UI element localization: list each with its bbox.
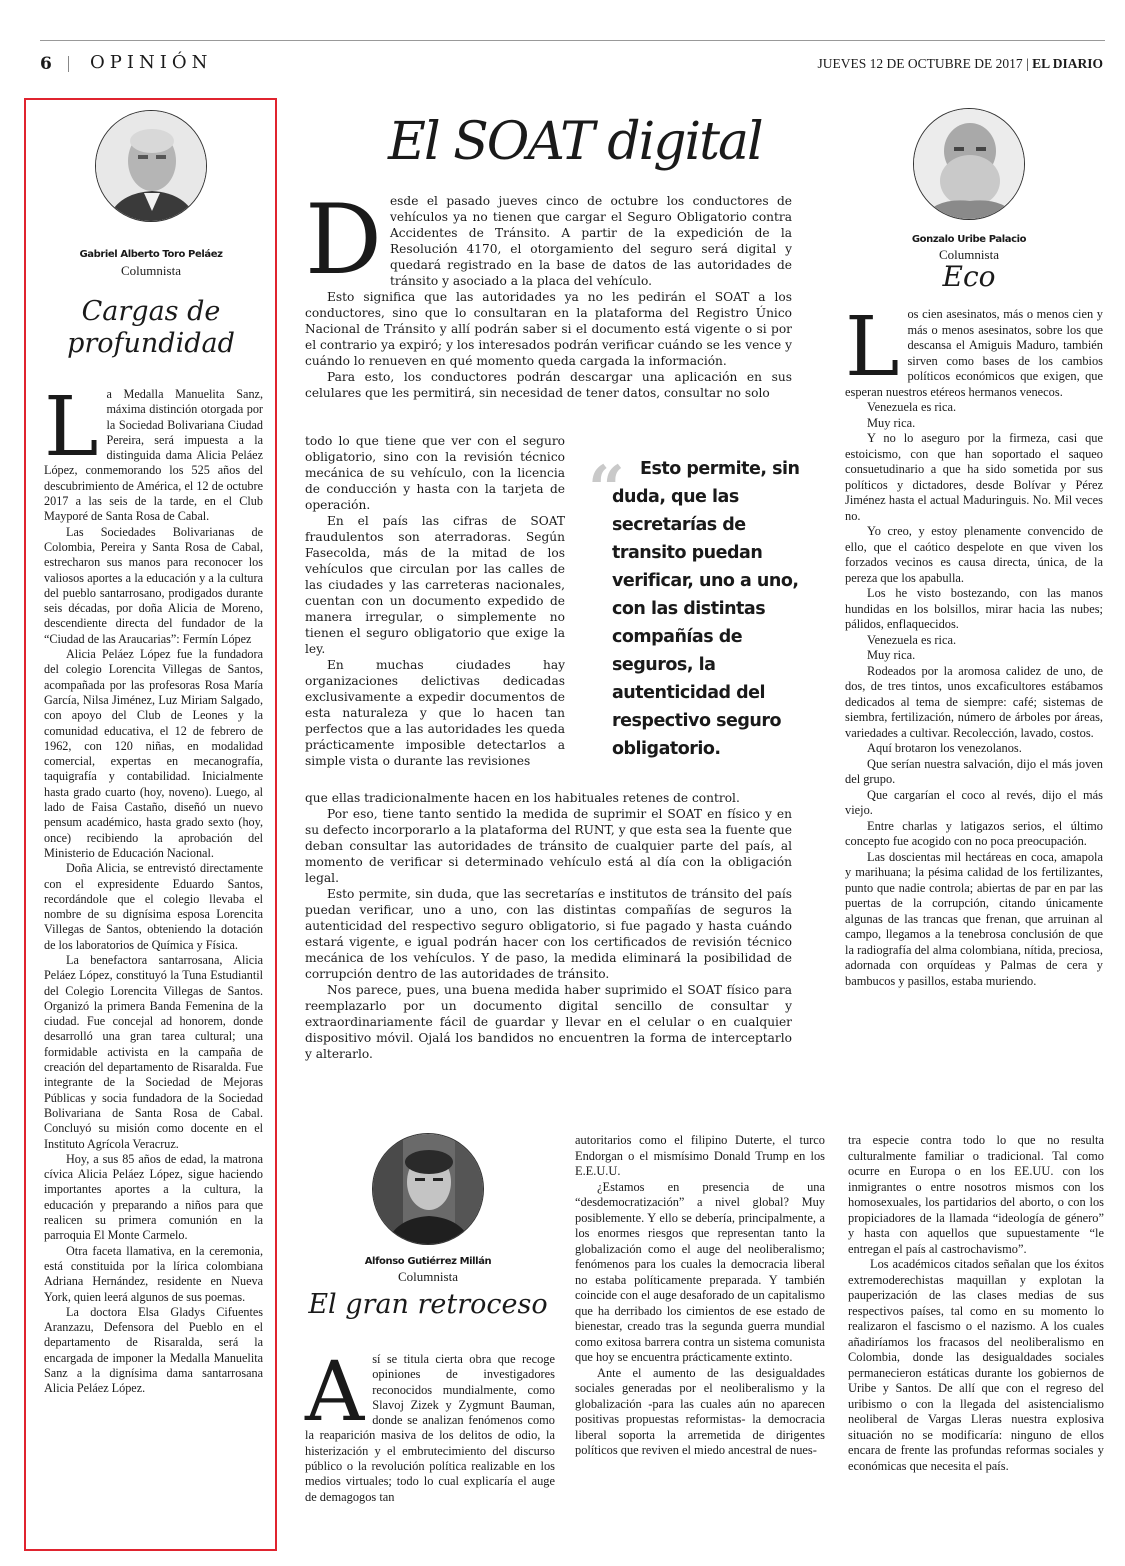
- quote-mark-icon: “: [588, 452, 625, 527]
- column-title: Eco: [942, 260, 996, 293]
- paragraph: En el país las cifras de SOAT fraudulentos son aterradoras. Según Fasecolda, más de la mitad de los vehículos que circulan por las calles de las ciudades y las carreteras nacionales, cuentan con un documento expedido de manera irregular, o simplemente no tienen el seguro obligatorio que exige la ley.: [305, 514, 565, 656]
- dropcap-letter: L: [44, 380, 99, 475]
- bottom-col-1: [305, 1345, 555, 1505]
- paragraph: Los he visto bostezando, con las manos hundidas en los bolsillos, mirar hacia las nubes; pálidos, enflaquecidos.: [845, 586, 1103, 631]
- paragraph: Alicia Peláez López fue la fundadora del colegio Lorencita Villegas de Santos, acompañada por las profesoras Rosa María García, Nilsa Jiménez, Luz Miriam Salgado, con apoyo del Club de Leones y la comunidad educativa, el 12 de febrero de 1962, con 120 niñas, en modalidad comercial, expertas en mecanografía, taquigrafía y contabilidad. Inicialmente hasta grado cuarto (hoy, noveno). Luego, al lado de Faisa Castaño, diseñó un nuevo pensum académico, hasta grado sexto (hoy, once) recibiendo la aprobación del Ministerio de Educación Nacional.: [44, 647, 263, 860]
- editorial-body-top: [305, 184, 792, 401]
- paragraph: Por eso, tiene tanto sentido la medida de suprimir el SOAT en físico y en su defecto incorporarlo a la plataforma del RUNT, y que esta sea la fuente que deban consultar las autoridades de tránsito de cualquier parte del país, al momento de verificar si determinado vehículo está al día con la obligación legal.: [305, 807, 792, 885]
- column-body: [44, 380, 263, 1397]
- header-separator: [68, 56, 69, 72]
- header-rule: [40, 40, 1105, 41]
- paragraph: En muchas ciudades hay organizaciones delictivas dedicadas exclusivamente a expedir documentos de esta naturaleza y que lo hacen tan perfectos que a las autoridades les queda prácticamente imposible detectarlos a simple vista o durante las revisiones: [305, 658, 565, 768]
- paragraph: Las doscientas mil hectáreas en coca, amapola y marihuana; la pésima calidad de los fertilizantes, punto que nadie controla; abiertas de par en par las puertas de la corrupción, citando únicamente algunas de las trancas que frenan, que arruinan al campo, llegamos a la tenebrosa conclusión de que la radiografía del alma colombiana, nítida, preciosa, adornada con orquídeas y Palmas de cera y bambucos y pasillos, estaba muriendo.: [845, 849, 1103, 988]
- paragraph: todo lo que tiene que ver con el seguro obligatorio, sino con la revisión técnico mecánica de su vehículo, con la licencia de conducción y hasta con la tarjeta de operación.: [305, 434, 565, 512]
- paragraph: Las Sociedades Bolivarianas de Colombia, Pereira y Santa Rosa de Cabal, estrecharon sus manos para reconocer los valiosos aportes a la educación y a la cultura del pueblo santarrosano, prodigados durante seis décadas, por doña Alicia de Moreno, descendiente directa del fundador de la “Ciudad de las Araucarias”: Fermín López: [44, 524, 263, 646]
- paragraph: Y no lo aseguro por la firmeza, casi que estoicismo, con que han soportado el saqueo consuetudinario a que ha sido sometida por sus políticos y dictadores, desde Bolívar y Pérez Jiménez hasta el actual Maduringuis. No. Mil veces no.: [845, 431, 1103, 523]
- paragraph: a Medalla Manuelita Sanz, máxima distinción otorgada por la Sociedad Bolivariana Ciudad Pereira, será impuesta a la distinguida dama Alicia Peláez López, conmemorando los 525 años del descubrimiento de América, el 12 de octubre 2017 a las seis de la tarde, en el Club Mayporé de Santa Rosa de Cabal.: [44, 387, 263, 524]
- paragraph: Rodeados por la aromosa calidez de uno, de dos, de tres tintos, unos excaficultores estábamos dedicados al tema de siempre: café; sistemas de siembra, fertilización, número de árboles por áreas, variedades a cultivar. Recolección, lavado, costos.: [845, 663, 1103, 740]
- paragraph: Hoy, a sus 85 años de edad, la matrona cívica Alicia Peláez López, sigue haciendo importantes aportes a la cultura, la educación y preparando a niños para que realicen su primera comunión en la parroquia El Monte Carmelo.: [44, 1151, 263, 1243]
- paragraph: Muy rica.: [867, 648, 916, 662]
- paragraph: Venezuela es rica.: [867, 632, 957, 647]
- author-role: Columnista: [398, 1269, 458, 1284]
- paragraph: esde el pasado jueves cinco de octubre los conductores de vehículos ya no tienen que cargar el Seguro Obligatorio contra Accidentes de Tránsito. A partir de la expedición de la Resolución 4170, el otorgamiento del seguro será digital y quedará registrado en la base de datos de las autoridades de tránsito y asociado a la placa del vehículo.: [389, 194, 792, 288]
- paragraph: Yo creo, y estoy plenamente convencido de ello, que el caótico despelote en que viven los forzados vecinos es causa directa, única, de la pereza que los apabulla.: [845, 524, 1103, 585]
- dropcap-letter: D: [305, 184, 382, 296]
- author-name: Gonzalo Uribe Palacio: [911, 234, 1027, 245]
- paragraph: sí se titula cierta obra que recoge opiniones de investigadores reconocidos mundialmente, como Slavoj Zizek y Zygmunt Bauman, donde se analizan fenómenos como la reaparición masiva de los delitos de odio, la histerización y el embrutecimiento del discurso público o la revolución política realizable en los medios virtuales; todo lo cual explicaría el auge de demagogos tan: [305, 1352, 555, 1504]
- column-title: El gran retroceso: [308, 1289, 548, 1320]
- paragraph: Entre charlas y latigazos serios, el último concepto fue acogido con no poca preocupación.: [845, 818, 1103, 848]
- bottom-col-3: [848, 1133, 1104, 1474]
- paper-name: EL DIARIO: [1032, 56, 1103, 71]
- paragraph: Esto significa que las autoridades ya no les pedirán el SOAT a los conductores, sino que lo consultaran en la plataforma del Registro Único Nacional de Tránsito y allí podrán saber si el documento está vigente o si por el contrario ya expiró; y los interesados podrán verificar cuándo se les vence y cuándo lo renueven en qué momento queda cargada la información.: [305, 290, 792, 368]
- paragraph: La benefactora santarrosana, Alicia Peláez López, constituyó la Tuna Estudiantil del Colegio Lorencita Villegas de Santos. Organizó la primera Banda Femenina de la ciudad. Fue concejal ad honorem, donde desarrolló una gran tarea cultural; una formidable activista en la campaña de creación del departamento de Risaralda. Fue integrante de la Sociedad de Mejoras Públicas y socia fundadora de la Sociedad Bolivariana de Santa Rosa de Cabal. Concluyó su misión como docente en el Instituto Agrícola Veracruz.: [44, 952, 263, 1151]
- column-title: Cargas de profundidad: [67, 296, 235, 359]
- paragraph: Para esto, los conductores podrán descargar una aplicación en sus celulares que les permitirá, sin necesidad de tener datos, consultar no solo: [305, 370, 792, 400]
- author-role: Columnista: [939, 247, 999, 262]
- paragraph: Otra faceta llamativa, en la ceremonia, está constituida por la lírica colombiana Adriana Hernández, residente en Nueva York, quien leerá algunos de sus poemas.: [44, 1243, 263, 1304]
- paragraph: Muy rica.: [867, 415, 916, 430]
- author-portrait: [913, 108, 1025, 220]
- paragraph: os cien asesinatos, más o menos cien y más o menos asesinatos, sobre los que descansa el Amiguis Maduro, también sirven como bases de los cambios políticos económicos que exigen, que esperan nuestros etéreos hermanos venecos.: [845, 307, 1103, 399]
- paragraph: Esto permite, sin duda, que las secretarías e institutos de tránsito del país puedan verificar, uno a uno, con las distintas compañías de seguros la autenticidad del respectivo seguro obligatorio, si fue pagado y hasta cuándo estará vigente, e igual podrán hacer con los certificados de revisión técnico mecánica de los vehículos. Y de paso, la medida eliminará la posibilidad de corrupción dentro de las autoridades de tránsito.: [305, 887, 792, 981]
- paragraph: ¿Estamos en presencia de una “desdemocratización” a nivel global? Muy posiblemente. Y ello se debería, principalmente, a los enormes riesgos que representan tanto la globalización como el auge del neoliberalismo; fenómenos para los cuales la democracia liberal no estaba políticamente preparada. Y también coincide con el auge desaforado de un capitalismo que ha derribado los cimientos de ese estado de bienestar, creado tras la segunda guerra mundial como exitosa barrera contra un sistema comunista que hoy se encuentra prácticamente extinto.: [575, 1179, 825, 1364]
- paragraph: Que cargarían el coco al revés, dijo el más viejo.: [845, 787, 1103, 817]
- paragraph: Doña Alicia, se entrevistó directamente con el expresidente Eduardo Santos, recordándole que el colegio llevaba el nombre de su dignísima esposa Lorencita Villegas de Santos, obteniendo la dotación de los laboratorios de Química y Física.: [44, 861, 263, 952]
- editorial-body-narrow: [305, 433, 565, 769]
- paragraph: La doctora Elsa Gladys Cifuentes Aranzazu, Defensora del Pueblo en el departamento de Risaralda, será la encargada de imponer la Medalla Manuelita Sanz a la dignísima dama santarrosana Alicia Peláez López.: [44, 1304, 263, 1396]
- editorial-title: El SOAT digital: [388, 112, 762, 172]
- author-name: Gabriel Alberto Toro Peláez: [79, 249, 223, 260]
- column-body: [845, 300, 1103, 989]
- paragraph: Aquí brotaron los venezolanos.: [867, 741, 1022, 755]
- dropcap-letter: L: [845, 300, 900, 395]
- date-text: JUEVES 12 DE OCTUBRE DE 2017 |: [817, 56, 1029, 71]
- dateline: [818, 56, 1103, 72]
- paragraph: que ellas tradicionalmente hacen en los habituales retenes de control.: [305, 791, 740, 805]
- paragraph: Que serían nuestra salvación, dijo el más joven del grupo.: [845, 756, 1103, 786]
- paragraph: Venezuela es rica.: [867, 400, 957, 414]
- section-title: OPINIÓN: [90, 52, 213, 73]
- author-name: Alfonso Gutiérrez Millán: [364, 1256, 492, 1267]
- paragraph: Nos parece, pues, una buena medida haber suprimido el SOAT físico para reemplazarlo por un documento digital sencillo de consultar y extraordinariamente fácil de guardar y llevar en el celular o en cualquier dispositivo móvil. Ojalá los bandidos no encuentren la forma de interceptarlo y alterarlo.: [305, 983, 792, 1061]
- paragraph: tra especie contra todo lo que no resulta culturalmente familiar o tradicional. Tal como ocurre en Europa o en los EE.UU. con los inmigrantes o entre nosotros mismos con los homosexuales, los partidarios del aborto, o con los propiciadores de la llamada “ideología de género” y hasta con aquellos que supuestamente “le entregan el país al castrochavismo”.: [848, 1133, 1104, 1256]
- page-number: 6: [40, 54, 52, 74]
- paragraph: Ante el aumento de las desigualdades sociales generadas por el neoliberalismo y la globalización -para las cuales aún no aparecen positivas propuestas reformistas- la democracia liberal soporta la arremetida de dirigentes políticos que reviven el miedo ancestral de nues-: [575, 1365, 825, 1457]
- author-portrait: [372, 1133, 484, 1245]
- author-role: Columnista: [121, 263, 181, 278]
- paragraph: Los académicos citados señalan que los éxitos extremoderechistas maquillan y explotan la pauperización de las clases medias de sus respectivos países, tal como en su momento lo realizaron el fascismo o el nazismo. A los cuales añadiríamos los fracasos del neoliberalismo en Colombia, donde las desigualdades sociales permanecieron estáticas durante los gobiernos de Uribe y Santos. De allí que con el regreso del uribismo o con la llegada del asistencialismo neoliberal de Vargas Lleras nuestra explosiva situación no se modificaría: ninguno de ellos encara de frente las profundas reformas sociales y económicas que necesita el país.: [848, 1257, 1104, 1473]
- editorial-body-bottom: [305, 790, 792, 1062]
- dropcap-letter: A: [305, 1345, 365, 1440]
- bottom-col-2: [575, 1133, 825, 1459]
- author-portrait: [95, 110, 207, 222]
- pull-quote: Esto permite, sin duda, que las secretarías de transito puedan verificar, uno a uno, con las distintas compañías de seguros, la autenticidad del respectivo seguro obligatorio.: [612, 459, 800, 759]
- paragraph: autoritarios como el filipino Duterte, el turco Endorgan o el mismísimo Donald Trump en los E.E.U.U.: [575, 1133, 825, 1178]
